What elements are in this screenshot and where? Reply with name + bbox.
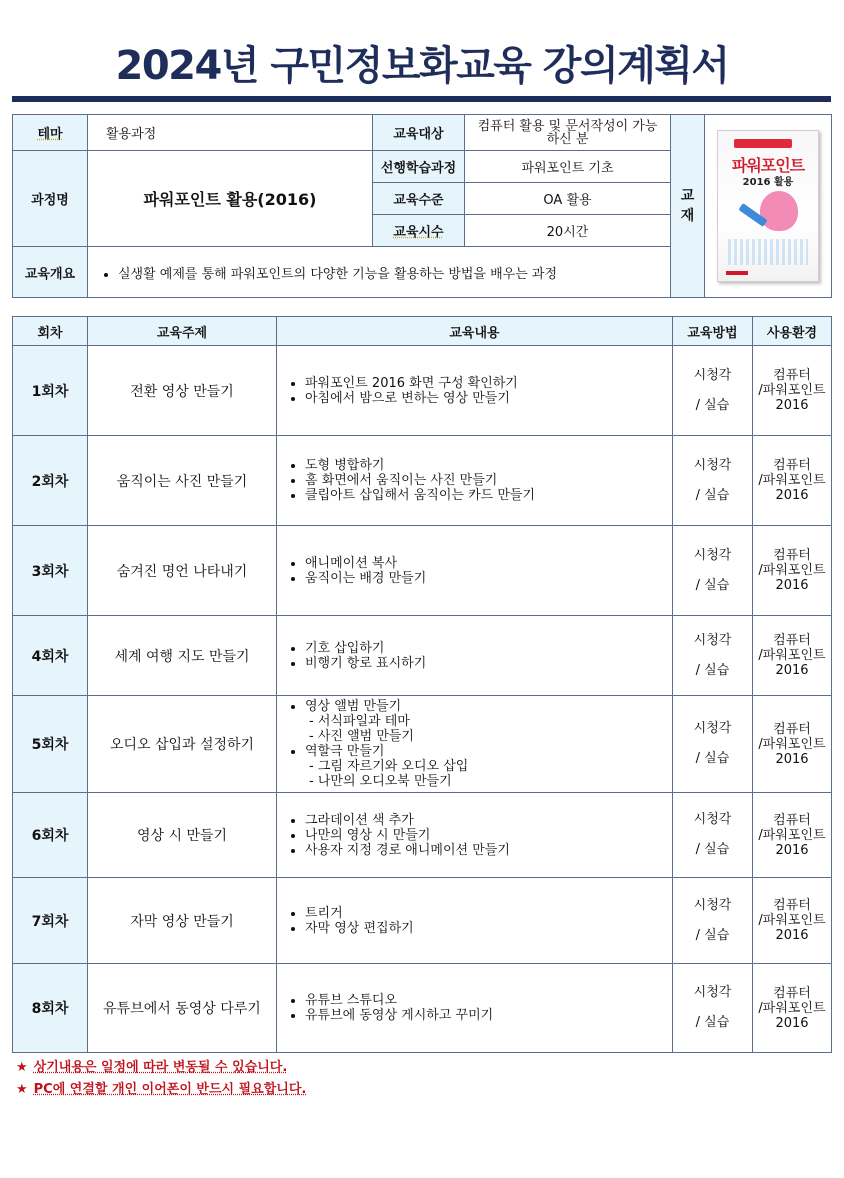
title-underline [12, 96, 831, 102]
content-item: • 트리거 [305, 906, 672, 921]
content-cell [277, 878, 673, 964]
content-item: • 그라데이션 색 추가 [305, 813, 672, 828]
method-cell: 시청각 / 실습 [673, 526, 753, 616]
course-info-table [12, 114, 832, 298]
hours-label: 교육시수 [373, 215, 465, 247]
content-item: • 도형 병합하기 [305, 458, 672, 473]
session-cell: 4회차 [13, 616, 88, 696]
topic-cell: 움직이는 사진 만들기 [88, 436, 277, 526]
theme-label: 테마 [13, 115, 88, 151]
content-item: • 아침에서 밤으로 변하는 영상 만들기 [305, 391, 672, 406]
topic-cell: 자막 영상 만들기 [88, 878, 277, 964]
table-row [13, 436, 832, 526]
method-cell: 시청각 / 실습 [673, 346, 753, 436]
book-subtitle: 2016 활용 [742, 177, 794, 188]
method-cell: 시청각 / 실습 [673, 696, 753, 793]
header-method: 교육방법 [673, 317, 753, 346]
table-row [13, 878, 832, 964]
method-cell: 시청각 / 실습 [673, 436, 753, 526]
session-cell: 1회차 [13, 346, 88, 436]
content-cell [277, 964, 673, 1053]
session-cell: 6회차 [13, 793, 88, 878]
table-row [13, 793, 832, 878]
star-icon: ★ [16, 1082, 28, 1097]
environment-cell: 컴퓨터 /파워포인트 2016 [753, 964, 832, 1053]
course-value: 파워포인트 활용(2016) [88, 151, 373, 247]
environment-cell: 컴퓨터 /파워포인트 2016 [753, 696, 832, 793]
environment-cell: 컴퓨터 /파워포인트 2016 [753, 436, 832, 526]
book-text-block [728, 239, 808, 265]
book-mascot [760, 191, 798, 231]
textbook-label: 교재 [671, 115, 705, 298]
content-cell [277, 526, 673, 616]
method-cell: 시청각 / 실습 [673, 616, 753, 696]
content-item: • 기호 삽입하기 [305, 641, 672, 656]
session-cell: 3회차 [13, 526, 88, 616]
header-environment: 사용환경 [753, 317, 832, 346]
overview-label: 교육개요 [13, 247, 88, 298]
content-subitem: - 나만의 오디오북 만들기 [309, 774, 452, 789]
content-item: • 영상 앨범 만들기 - 서식파일과 테마 - 사진 앨범 만들기 [305, 699, 672, 744]
topic-cell: 전환 영상 만들기 [88, 346, 277, 436]
content-cell [277, 436, 673, 526]
content-item: • 나만의 영상 시 만들기 [305, 828, 672, 843]
header-topic: 교육주제 [88, 317, 277, 346]
session-cell: 7회차 [13, 878, 88, 964]
table-row [13, 346, 832, 436]
schedule-table [12, 316, 832, 1053]
environment-cell: 컴퓨터 /파워포인트 2016 [753, 616, 832, 696]
book-tag [734, 139, 792, 148]
content-item: • 유튜브에 동영상 게시하고 꾸미기 [305, 1008, 672, 1023]
method-cell: 시청각 / 실습 [673, 793, 753, 878]
method-cell: 시청각 / 실습 [673, 964, 753, 1053]
table-row [13, 964, 832, 1053]
content-item: • 사용자 지정 경로 애니메이션 만들기 [305, 843, 672, 858]
course-label: 과정명 [13, 151, 88, 247]
environment-cell: 컴퓨터 /파워포인트 2016 [753, 793, 832, 878]
target-value: 컴퓨터 활용 및 문서작성이 가능하신 분 [465, 115, 671, 151]
environment-cell: 컴퓨터 /파워포인트 2016 [753, 346, 832, 436]
topic-cell: 오디오 삽입과 설정하기 [88, 696, 277, 793]
overview-value [88, 247, 671, 298]
content-subitem: - 사진 앨범 만들기 [309, 729, 414, 744]
header-content: 교육내용 [277, 317, 673, 346]
header-session: 회차 [13, 317, 88, 346]
prereq-value: 파워포인트 기초 [465, 151, 671, 183]
content-subitem: - 그림 자르기와 오디오 삽입 [309, 759, 469, 774]
content-item: • 애니메이션 복사 [305, 556, 672, 571]
star-icon: ★ [16, 1060, 28, 1075]
content-cell [277, 346, 673, 436]
session-cell: 8회차 [13, 964, 88, 1053]
content-cell [277, 616, 673, 696]
book-title: 파워포인트 [731, 156, 805, 175]
level-value: OA 활용 [465, 183, 671, 215]
session-cell: 2회차 [13, 436, 88, 526]
topic-cell: 영상 시 만들기 [88, 793, 277, 878]
environment-cell: 컴퓨터 /파워포인트 2016 [753, 526, 832, 616]
environment-cell: 컴퓨터 /파워포인트 2016 [753, 878, 832, 964]
content-subitem: - 서식파일과 테마 [309, 714, 410, 729]
textbook-cover-image [717, 130, 819, 282]
theme-value: 활용과정 [88, 115, 373, 151]
page-title: 2024년 구민정보화교육 강의계획서 [115, 43, 729, 89]
textbook-cover [705, 115, 832, 298]
content-item: • 클립아트 삽입해서 움직이는 카드 만들기 [305, 488, 672, 503]
notice-schedule-change: ★ 상기내용은 일정에 따라 변동될 수 있습니다. [16, 1060, 288, 1075]
content-cell [277, 793, 673, 878]
table-row [13, 696, 832, 793]
content-item: • 자막 영상 편집하기 [305, 921, 672, 936]
table-row [13, 526, 832, 616]
prereq-label: 선행학습과정 [373, 151, 465, 183]
book-publisher-mark [726, 271, 748, 275]
topic-cell: 숨겨진 명언 나타내기 [88, 526, 277, 616]
target-label: 교육대상 [373, 115, 465, 151]
content-cell [277, 696, 673, 793]
hours-value: 20시간 [465, 215, 671, 247]
overview-item: • 실생활 예제를 통해 파워포인트의 다양한 기능을 활용하는 방법을 배우는 과정 [118, 263, 670, 282]
session-cell: 5회차 [13, 696, 88, 793]
topic-cell: 세계 여행 지도 만들기 [88, 616, 277, 696]
topic-cell: 유튜브에서 동영상 다루기 [88, 964, 277, 1053]
method-cell: 시청각 / 실습 [673, 878, 753, 964]
level-label: 교육수준 [373, 183, 465, 215]
content-item: • 역할극 만들기 - 그림 자르기와 오디오 삽입 - 나만의 오디오북 만들기 [305, 744, 672, 789]
content-item: • 홈 화면에서 움직이는 사진 만들기 [305, 473, 672, 488]
content-item: • 비행기 항로 표시하기 [305, 656, 672, 671]
content-item: • 유튜브 스튜디오 [305, 993, 672, 1008]
table-row [13, 616, 832, 696]
notice-earphones: ★ PC에 연결할 개인 이어폰이 반드시 필요합니다. [16, 1082, 307, 1097]
content-item: • 움직이는 배경 만들기 [305, 571, 672, 586]
content-item: • 파워포인트 2016 화면 구성 확인하기 [305, 376, 672, 391]
